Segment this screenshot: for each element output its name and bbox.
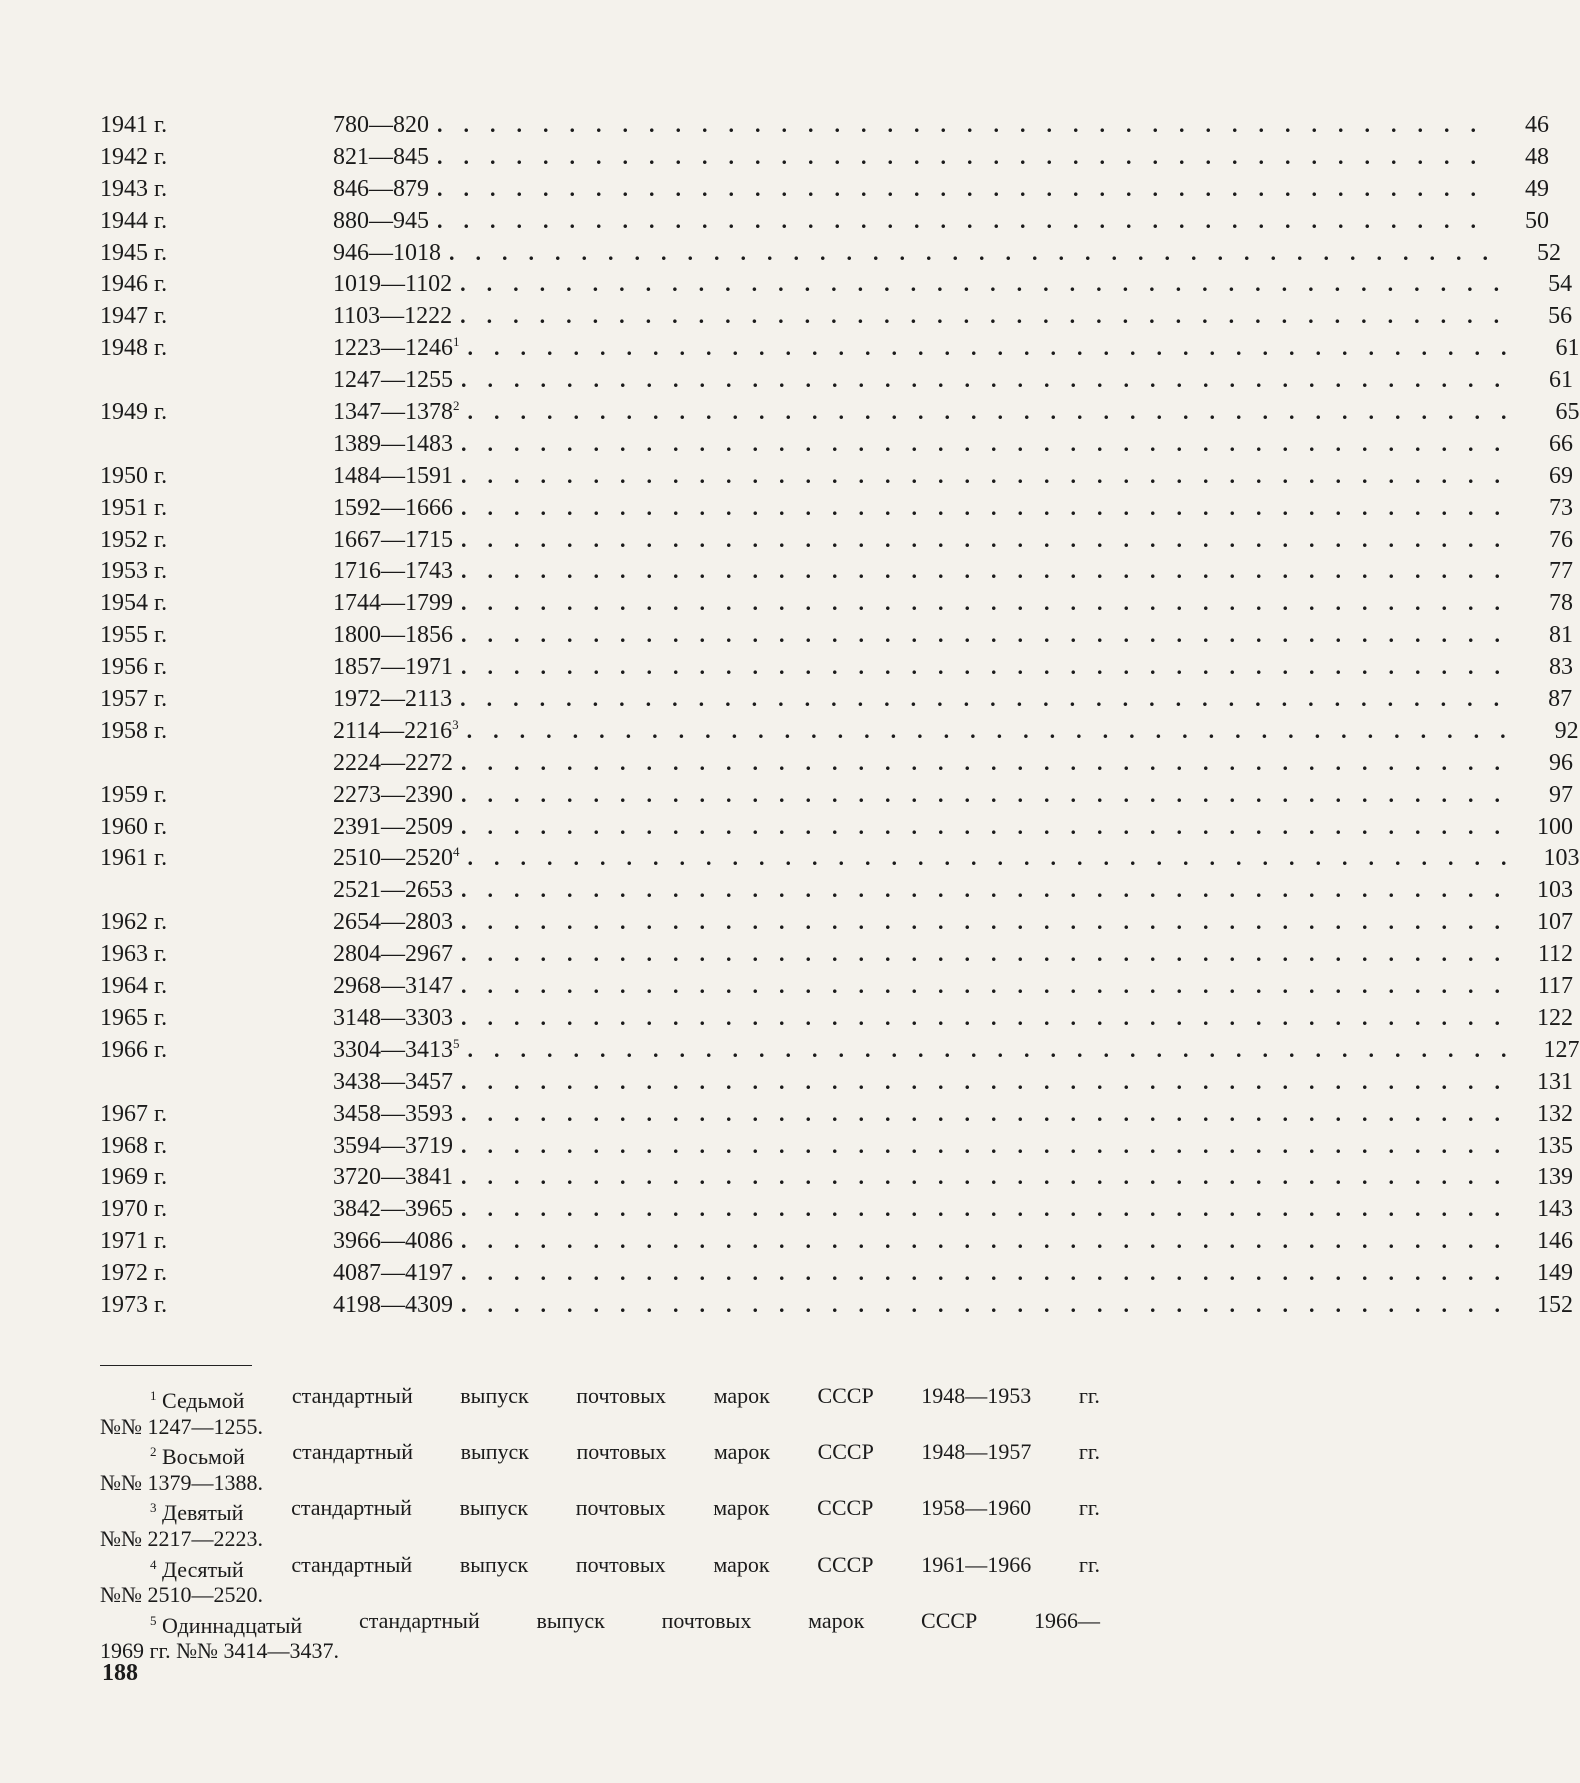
- dot-leader: ........................................: [461, 1100, 1521, 1126]
- toc-range: [333, 1260, 453, 1287]
- toc-row: [100, 749, 1573, 782]
- toc-range-text: 3842—3965: [333, 1196, 453, 1223]
- toc-page: 92: [1554, 717, 1579, 744]
- toc-row: [100, 716, 1579, 750]
- footnote-word: СССР: [817, 1495, 874, 1521]
- toc-range: [333, 463, 453, 490]
- dot-leader: ........................................: [461, 749, 1521, 775]
- toc-page: 61: [1555, 335, 1580, 362]
- toc-row: [100, 558, 1573, 590]
- toc-row: [100, 175, 1549, 208]
- toc-row: [100, 1068, 1573, 1101]
- dot-leader: ........................................: [467, 1036, 1528, 1062]
- toc-range-text: 1484—1591: [333, 462, 453, 489]
- dot-leader: ........................................: [461, 1164, 1521, 1190]
- toc-row: [100, 239, 1561, 272]
- toc-range-text: 1103—1222: [333, 303, 453, 330]
- toc-range: [333, 335, 460, 362]
- footnote: [100, 1495, 1100, 1551]
- toc-year: 1955 г.: [100, 622, 168, 649]
- dot-leader: ........................................: [461, 973, 1521, 999]
- toc-page: 83: [1549, 654, 1573, 681]
- toc-year: 1971 г.: [100, 1228, 168, 1255]
- toc-page: 107: [1537, 909, 1573, 936]
- toc-range: [333, 973, 453, 1000]
- toc-range-text: 1389—1483: [333, 430, 453, 457]
- toc-range: [333, 1196, 453, 1223]
- toc-row: [100, 973, 1573, 1005]
- toc-row: [100, 1035, 1580, 1069]
- toc-page: 54: [1548, 271, 1573, 298]
- toc-range-text: 2654—2803: [333, 909, 453, 936]
- toc-page: 139: [1537, 1164, 1573, 1191]
- footnote-word: марок: [808, 1607, 865, 1633]
- toc-range-text: 3304—3413: [333, 1036, 453, 1063]
- toc-range-text: 2391—2509: [333, 813, 453, 840]
- toc-year: 1951 г.: [100, 494, 168, 521]
- toc-range: [333, 144, 429, 171]
- toc-range-text: 1592—1666: [333, 494, 453, 521]
- dot-leader: ........................................: [467, 845, 1528, 871]
- toc-year: 1945 г.: [100, 239, 168, 266]
- toc-page: 103: [1537, 877, 1573, 904]
- toc-range: [333, 208, 429, 235]
- toc-range-text: 821—845: [333, 143, 429, 170]
- toc-range-text: 2224—2272: [333, 749, 453, 776]
- toc-year: 1957 г.: [100, 686, 168, 713]
- toc-range: [333, 686, 452, 713]
- dot-leader: ........................................: [460, 303, 1521, 329]
- footnote-word: [150, 1439, 245, 1470]
- toc-range-text: 3720—3841: [333, 1164, 453, 1191]
- toc-page: 46: [1525, 112, 1549, 138]
- toc-year: 1941 г.: [100, 112, 168, 138]
- dot-leader: ........................................: [466, 717, 1527, 743]
- toc-year: 1970 г.: [100, 1196, 168, 1223]
- toc-range: [333, 1228, 453, 1255]
- toc-row: [100, 494, 1573, 527]
- toc-range: [333, 941, 453, 968]
- footnote-word: гг.: [1078, 1439, 1100, 1465]
- toc-range-text: 1857—1971: [333, 654, 453, 681]
- footnote: [100, 1439, 1100, 1495]
- toc-page: 103: [1543, 845, 1580, 872]
- toc-page: 49: [1525, 175, 1549, 202]
- footnote-marker: 2: [453, 398, 460, 414]
- toc-year: 1963 г.: [100, 941, 168, 968]
- dot-leader: ........................................: [461, 654, 1521, 680]
- toc-row: [100, 430, 1573, 463]
- footnote-word: 1966—: [1034, 1607, 1100, 1633]
- toc-row: [100, 398, 1580, 431]
- footnote-word: СССР: [817, 1551, 874, 1577]
- toc-year: 1967 г.: [100, 1100, 168, 1127]
- toc-range: [333, 1164, 453, 1191]
- toc-row: [100, 877, 1573, 909]
- dot-leader: ........................................: [461, 1196, 1521, 1222]
- toc-year: 1954 г.: [100, 590, 168, 617]
- toc-range-text: 1223—1246: [333, 335, 453, 362]
- toc-range-text: 1247—1255: [333, 367, 453, 394]
- footnote-word-text: Седьмой: [162, 1388, 245, 1413]
- toc-page: 146: [1537, 1228, 1573, 1255]
- toc-year: 1962 г.: [100, 909, 168, 936]
- toc-page: 77: [1549, 558, 1573, 585]
- toc-year: 1959 г.: [100, 781, 168, 808]
- footnote-line: [100, 1495, 1100, 1526]
- toc-row: [100, 1260, 1573, 1292]
- toc-range: [333, 1037, 460, 1064]
- toc-row: [100, 941, 1573, 973]
- toc-page: 132: [1537, 1100, 1573, 1127]
- footnote-word: [150, 1383, 244, 1414]
- toc-range-text: 2804—2967: [333, 941, 453, 968]
- toc-page: 76: [1549, 526, 1573, 553]
- toc-range: [333, 845, 460, 872]
- dot-leader: ........................................: [437, 143, 1497, 169]
- toc-range: [333, 367, 453, 394]
- toc-page: 78: [1549, 590, 1573, 617]
- footnote-word: выпуск: [536, 1607, 605, 1633]
- toc-year: 1949 г.: [100, 399, 168, 426]
- dot-leader: ........................................: [461, 781, 1521, 807]
- toc-year: 1950 г.: [100, 462, 168, 489]
- footnote-line: [100, 1608, 1100, 1639]
- footnote-mark: 1: [150, 1388, 157, 1403]
- toc-row: [100, 686, 1573, 718]
- footnote-word: выпуск: [460, 1439, 529, 1465]
- footnote-word: марок: [713, 1439, 771, 1465]
- footnote-line-2: №№ 2510—2520.: [100, 1582, 263, 1608]
- toc-range-text: 1019—1102: [333, 271, 453, 298]
- dot-leader: ........................................: [461, 1004, 1521, 1030]
- toc-range: [333, 622, 453, 649]
- dot-leader: ........................................: [461, 526, 1521, 552]
- dot-leader: ........................................: [461, 941, 1521, 967]
- footnote-word-text: Десятый: [162, 1556, 244, 1582]
- dot-leader: ........................................: [461, 1068, 1521, 1094]
- footnote-rule: [100, 1365, 252, 1366]
- footnote-word: почтовых: [575, 1551, 666, 1577]
- toc-range: [333, 527, 453, 554]
- dot-leader: ........................................: [461, 622, 1521, 648]
- dot-leader: ........................................: [461, 1228, 1521, 1254]
- footnote-word-text: Восьмой: [162, 1444, 245, 1470]
- toc-page: 73: [1549, 494, 1573, 521]
- dot-leader: ........................................: [460, 686, 1521, 712]
- dot-leader: ........................................: [449, 239, 1509, 265]
- toc-year: 1968 г.: [100, 1132, 168, 1159]
- footnote-marker: 3: [452, 716, 459, 732]
- toc-row: [100, 844, 1580, 877]
- toc-range: [333, 814, 453, 841]
- toc-range-text: 946—1018: [333, 239, 441, 266]
- footnote-word: СССР: [921, 1607, 978, 1633]
- toc-range-text: 3148—3303: [333, 1004, 453, 1031]
- footnote-line-2: №№ 1379—1388.: [100, 1469, 263, 1495]
- footnote: [100, 1383, 1100, 1439]
- toc-range-text: 780—820: [333, 112, 429, 138]
- footnote-word: выпуск: [459, 1551, 529, 1577]
- toc-range-text: 3966—4086: [333, 1228, 453, 1255]
- footnote-word: стандартный: [291, 1495, 412, 1521]
- dot-leader: ........................................: [461, 909, 1521, 935]
- toc-year: 1953 г.: [100, 558, 168, 585]
- toc-range: [333, 1133, 453, 1160]
- toc-row: [100, 1291, 1573, 1324]
- footnote-word-text: Одиннадцатый: [162, 1612, 303, 1638]
- toc-row: [100, 813, 1573, 846]
- footnote-word: стандартный: [358, 1607, 480, 1633]
- footnote-line: [100, 1383, 1100, 1414]
- toc-year: 1956 г.: [100, 654, 168, 681]
- toc-year: 1973 г.: [100, 1291, 168, 1318]
- toc-range-text: 3594—3719: [333, 1132, 453, 1159]
- footnote-marker: 5: [453, 1035, 460, 1051]
- toc-page: 96: [1549, 749, 1573, 776]
- toc-range: [333, 271, 452, 298]
- toc-row: [100, 143, 1549, 176]
- toc-range: [333, 782, 453, 809]
- footnote-mark: 2: [150, 1444, 157, 1460]
- dot-leader: ........................................: [461, 1132, 1521, 1158]
- footnote-mark: 4: [150, 1556, 157, 1572]
- toc-row: [100, 909, 1573, 941]
- toc-range-text: 3438—3457: [333, 1068, 453, 1095]
- toc-row: [100, 1228, 1573, 1260]
- toc-range: [333, 1069, 453, 1096]
- toc-range: [333, 399, 460, 426]
- footnote-mark: 3: [150, 1500, 157, 1516]
- dot-leader: ........................................: [461, 430, 1521, 456]
- toc-range-text: 4198—4309: [333, 1291, 453, 1318]
- toc-page: 152: [1537, 1291, 1573, 1318]
- toc-range-text: 3458—3593: [333, 1100, 453, 1127]
- footnote-word: [150, 1552, 244, 1583]
- toc-row: [100, 781, 1573, 814]
- toc-range-text: 1972—2113: [333, 686, 453, 713]
- footnote-word: 1948—1953: [921, 1383, 1032, 1408]
- toc-range: [333, 909, 453, 936]
- toc-range: [333, 750, 453, 777]
- toc-page: 112: [1537, 941, 1573, 968]
- toc-row: [100, 271, 1573, 303]
- dot-leader: ........................................: [437, 175, 1497, 201]
- toc-row: [100, 303, 1573, 335]
- toc-year: 1965 г.: [100, 1004, 168, 1031]
- dot-leader: ........................................: [461, 494, 1521, 520]
- toc-page: 50: [1525, 207, 1549, 234]
- toc-row: [100, 1004, 1573, 1037]
- toc-year: 1964 г.: [100, 973, 168, 1000]
- dot-leader: ........................................: [437, 112, 1497, 137]
- toc-range: [333, 431, 453, 458]
- toc-page: 65: [1555, 399, 1580, 426]
- toc-row: [100, 590, 1573, 622]
- toc-page: 97: [1549, 781, 1573, 808]
- toc-page: 135: [1537, 1132, 1573, 1159]
- toc-row: [100, 462, 1573, 495]
- toc-range: [333, 176, 429, 203]
- toc-row: [100, 207, 1549, 240]
- footnote: [100, 1552, 1100, 1608]
- dot-leader: ........................................: [461, 877, 1521, 903]
- toc-page: 52: [1537, 239, 1561, 266]
- toc-range: [333, 1005, 453, 1032]
- toc-page: 81: [1549, 622, 1573, 649]
- toc-range-text: 1667—1715: [333, 526, 453, 553]
- toc-year: 1958 г.: [100, 717, 168, 744]
- footnote-word: почтовых: [661, 1607, 752, 1633]
- toc-year: 1960 г.: [100, 813, 168, 840]
- toc-year: 1972 г.: [100, 1260, 168, 1287]
- toc-range-text: 2521—2653: [333, 877, 453, 904]
- dot-leader: ........................................: [461, 367, 1521, 393]
- footnote-word: гг.: [1078, 1551, 1100, 1577]
- footnote-word: стандартный: [291, 1383, 413, 1408]
- toc-year: 1948 г.: [100, 335, 168, 362]
- page-number: 188: [102, 1660, 138, 1686]
- footnote-mark: 5: [150, 1612, 157, 1628]
- dot-leader: ........................................: [461, 590, 1521, 616]
- footnote-word: СССР: [817, 1383, 874, 1408]
- footnote-line-2: №№ 1247—1255.: [100, 1413, 263, 1439]
- toc-range-text: 4087—4197: [333, 1260, 453, 1287]
- toc-range-text: 880—945: [333, 207, 429, 234]
- footnote-word: стандартный: [292, 1439, 414, 1465]
- footnote-word: гг.: [1078, 1383, 1100, 1408]
- footnotes: [100, 1383, 1100, 1664]
- toc-row: [100, 334, 1580, 367]
- toc-range-text: 1800—1856: [333, 622, 453, 649]
- toc-row: [100, 367, 1573, 399]
- dot-leader: ........................................: [461, 1291, 1521, 1317]
- toc-row: [100, 1164, 1573, 1196]
- footnote-word: почтовых: [576, 1383, 667, 1408]
- toc-page: 131: [1537, 1068, 1573, 1095]
- footnote-word: гг.: [1078, 1495, 1100, 1521]
- toc-year: 1961 г.: [100, 845, 168, 872]
- toc-page: 56: [1548, 303, 1573, 330]
- dot-leader: ........................................: [467, 335, 1528, 361]
- toc-range-text: 1744—1799: [333, 590, 453, 617]
- toc-page: 127: [1543, 1036, 1580, 1063]
- toc-range: [333, 590, 453, 617]
- toc-range: [333, 558, 453, 585]
- footnote-word: марок: [713, 1495, 770, 1521]
- toc-year: 1952 г.: [100, 526, 168, 553]
- toc-range: [333, 877, 453, 904]
- toc-year: 1943 г.: [100, 175, 168, 202]
- toc-range: [333, 112, 429, 139]
- dot-leader: ........................................: [437, 207, 1497, 233]
- toc-range: [333, 718, 459, 745]
- toc-range: [333, 240, 441, 267]
- toc-year: 1966 г.: [100, 1036, 168, 1063]
- dot-leader: ........................................: [460, 271, 1521, 297]
- toc-page: 149: [1537, 1260, 1573, 1287]
- footnote-line-2: 1969 гг. №№ 3414—3437.: [100, 1638, 340, 1664]
- footnote-marker: 4: [453, 844, 460, 860]
- footnote-word: выпуск: [459, 1495, 529, 1521]
- toc-row: [100, 654, 1573, 686]
- toc-page: 143: [1537, 1196, 1573, 1223]
- toc-row: [100, 112, 1549, 144]
- footnote-word: 1961—1966: [921, 1551, 1032, 1577]
- footnote-line: [100, 1439, 1100, 1470]
- toc-range-text: 1347—1378: [333, 399, 453, 426]
- toc-page: 48: [1525, 143, 1549, 170]
- dot-leader: ........................................: [461, 462, 1521, 488]
- toc-range: [333, 495, 453, 522]
- dot-leader: ........................................: [467, 399, 1528, 425]
- footnote-line-2: №№ 2217—2223.: [100, 1525, 263, 1551]
- toc-year: 1944 г.: [100, 207, 168, 234]
- toc-page: 122: [1537, 1004, 1573, 1031]
- footnote-word: стандартный: [291, 1551, 413, 1577]
- footnote-marker: 1: [453, 334, 460, 350]
- toc-year: 1946 г.: [100, 271, 168, 298]
- toc-year: 1942 г.: [100, 143, 168, 170]
- footnote-word: 1958—1960: [921, 1495, 1032, 1521]
- footnote-word: [150, 1608, 302, 1639]
- toc-row: [100, 1132, 1573, 1165]
- footnote-word: [150, 1495, 243, 1526]
- toc-range: [333, 1101, 453, 1128]
- toc-row: [100, 1100, 1573, 1133]
- toc-page: 61: [1549, 367, 1573, 394]
- toc-row: [100, 622, 1573, 654]
- dot-leader: ........................................: [461, 813, 1521, 839]
- toc-range-text: 1716—1743: [333, 558, 453, 585]
- footnote-word: СССР: [817, 1439, 874, 1465]
- toc-range-text: 846—879: [333, 175, 429, 202]
- footnote-word: 1948—1957: [921, 1439, 1032, 1465]
- footnote-word: почтовых: [575, 1495, 666, 1521]
- toc-range-text: 2968—3147: [333, 973, 453, 1000]
- dot-leader: ........................................: [461, 558, 1521, 584]
- toc-range: [333, 303, 452, 330]
- toc-row: [100, 1196, 1573, 1228]
- toc-range: [333, 1292, 453, 1319]
- footnote-word: почтовых: [576, 1439, 667, 1465]
- toc-list: [100, 112, 1580, 1324]
- footnote-word-text: Девятый: [162, 1500, 244, 1526]
- dot-leader: ........................................: [461, 1260, 1521, 1286]
- toc-page: 69: [1549, 462, 1573, 489]
- footnote-word: выпуск: [460, 1383, 529, 1408]
- toc-page: 100: [1537, 813, 1573, 840]
- toc-range-text: 2114—2216: [333, 717, 453, 744]
- toc-page: 117: [1537, 973, 1573, 1000]
- toc-range-text: 2273—2390: [333, 781, 453, 808]
- toc-range: [333, 654, 453, 681]
- toc-year: 1947 г.: [100, 303, 168, 330]
- toc-page: 66: [1549, 430, 1573, 457]
- toc-row: [100, 526, 1573, 559]
- footnote-word: марок: [713, 1551, 770, 1577]
- footnote-line: [100, 1552, 1100, 1583]
- toc-year: 1969 г.: [100, 1164, 168, 1191]
- footnote-word: марок: [713, 1383, 770, 1408]
- toc-range-text: 2510—2520: [333, 845, 453, 872]
- footnote: [100, 1608, 1100, 1664]
- toc-page: 87: [1548, 686, 1573, 713]
